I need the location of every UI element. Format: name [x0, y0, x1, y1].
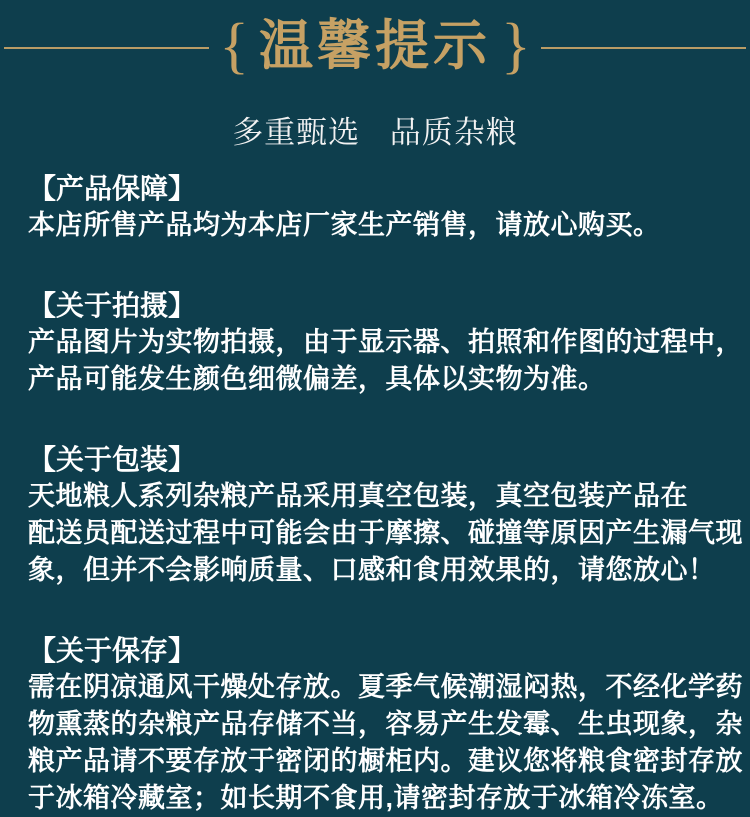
section-about-packaging: [28, 442, 743, 589]
page-title: 温馨提示: [259, 16, 491, 76]
section-about-storage: [28, 633, 743, 817]
right-brace-decoration: }: [501, 12, 531, 80]
section-text-line: 象，但并不会影响质量、口感和食用效果的，请您放心！: [28, 555, 716, 585]
header-rule-left: [4, 47, 209, 49]
section-text-line: 产品可能发生颜色细微偏差，具体以实物为准。: [28, 364, 606, 394]
section-body: [28, 478, 743, 589]
section-text-line: 本店所售产品均为本店厂家生产销售，请放心购买。: [28, 210, 661, 240]
section-product-guarantee: [28, 171, 732, 244]
section-heading: 【关于包装】: [28, 444, 197, 475]
header-rule-right: [541, 47, 746, 49]
section-text-line: 粮产品请不要存放于密闭的橱柜内。建议您将粮食密封存放: [28, 746, 743, 776]
header: [0, 0, 750, 96]
section-text-line: 产品图片为实物拍摄，由于显示器、拍照和作图的过程中，: [28, 327, 743, 357]
section-text-line: 于冰箱冷藏室；如长期不食用,请密封存放于冰箱冷冻室。: [28, 783, 724, 813]
section-heading: 【产品保障】: [28, 173, 197, 204]
subtitle: 多重甄选 品质杂粮: [232, 115, 518, 150]
left-brace-decoration: {: [219, 12, 249, 80]
section-heading: 【关于保存】: [28, 635, 197, 666]
section-body: [28, 324, 743, 398]
section-text-line: 需在阴凉通风干燥处存放。夏季气候潮湿闷热，不经化学药: [28, 672, 743, 702]
section-text-line: 物熏蒸的杂粮产品存储不当，容易产生发霉、生虫现象，杂: [28, 709, 743, 739]
notice-sections: [0, 171, 750, 817]
section-body: [28, 207, 732, 244]
section-heading: 【关于拍摄】: [28, 290, 197, 321]
section-body: [28, 669, 743, 817]
section-text-line: 天地粮人系列杂粮产品采用真空包装，真空包装产品在: [28, 481, 688, 511]
section-text-line: 配送员配送过程中可能会由于摩擦、碰撞等原因产生漏气现: [28, 518, 743, 548]
section-about-photography: [28, 288, 743, 398]
